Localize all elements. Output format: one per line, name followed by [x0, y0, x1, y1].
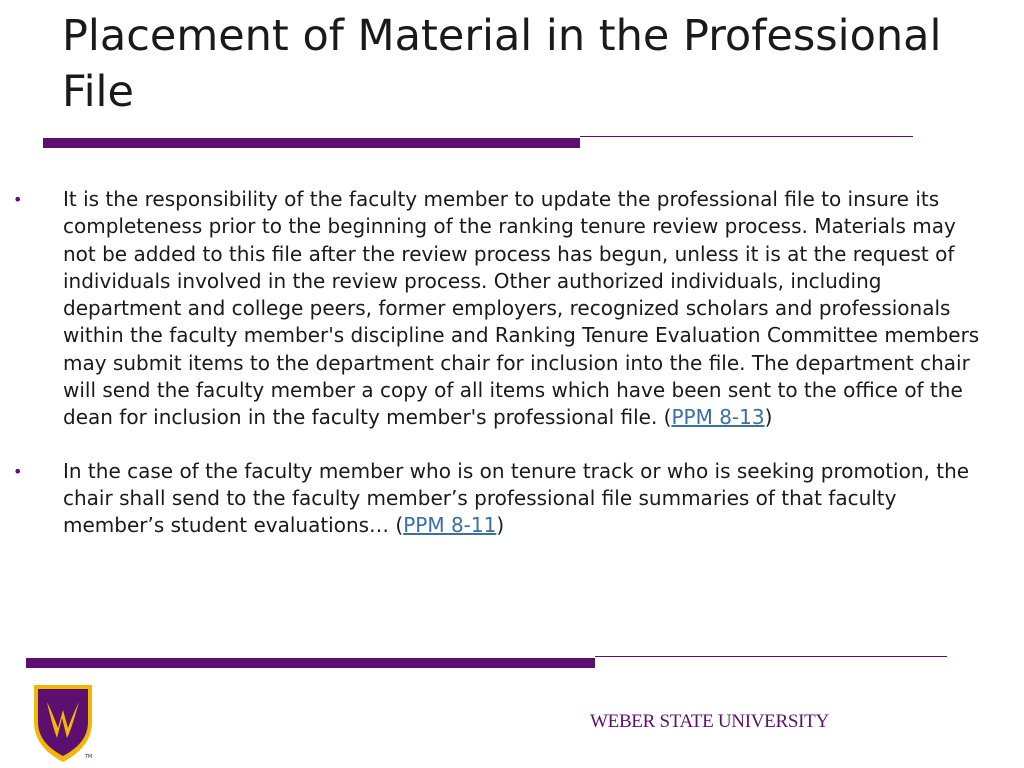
bullet-item-responsibility: [0, 186, 991, 432]
bullet-text: It is the responsibility of the faculty member to update the professional file to insure its completeness prior to the beginning of the ranking tenure review process. Materials may not be added to this file after the review process has begun, unless it is at the request of individuals involved in the review process. Other authorized individuals, including department and college peers, former employers, recognized scholars and professionals within the faculty member's discipline and Ranking Tenure Evaluation Committee members may submit items to the department chair for inclusion into the file. The department chair will send the faculty member a copy of all items which have been sent to the office of the dean for inclusion in the faculty member's professional file. (: [63, 187, 980, 430]
title-divider-thin: [580, 136, 913, 137]
bullet-close-paren: ): [764, 405, 773, 430]
weber-state-w-shield-icon: [30, 682, 96, 764]
bullet-close-paren: ): [496, 513, 505, 538]
university-name: WEBER STATE UNIVERSITY: [590, 711, 829, 732]
svg-text:TM: TM: [85, 754, 93, 760]
footer-divider-thick: [26, 658, 595, 668]
footer-divider-thin: [595, 656, 947, 657]
title-divider-thick: [43, 138, 580, 148]
bullet-text: In the case of the faculty member who is on tenure track or who is seeking promotion, the chair shall send to the faculty member’s professional file summaries of that faculty member’s student evaluations… (: [63, 458, 970, 538]
bullet-list: [0, 186, 1024, 540]
bullet-dot-icon: •: [13, 190, 23, 209]
ppm-8-11-link[interactable]: PPM 8-11: [403, 513, 497, 538]
ppm-8-13-link[interactable]: PPM 8-13: [671, 405, 765, 430]
slide-title: Placement of Material in the Professional File: [62, 11, 942, 117]
bullet-item-tenure-track: [0, 458, 991, 540]
bullet-dot-icon: •: [13, 461, 23, 481]
